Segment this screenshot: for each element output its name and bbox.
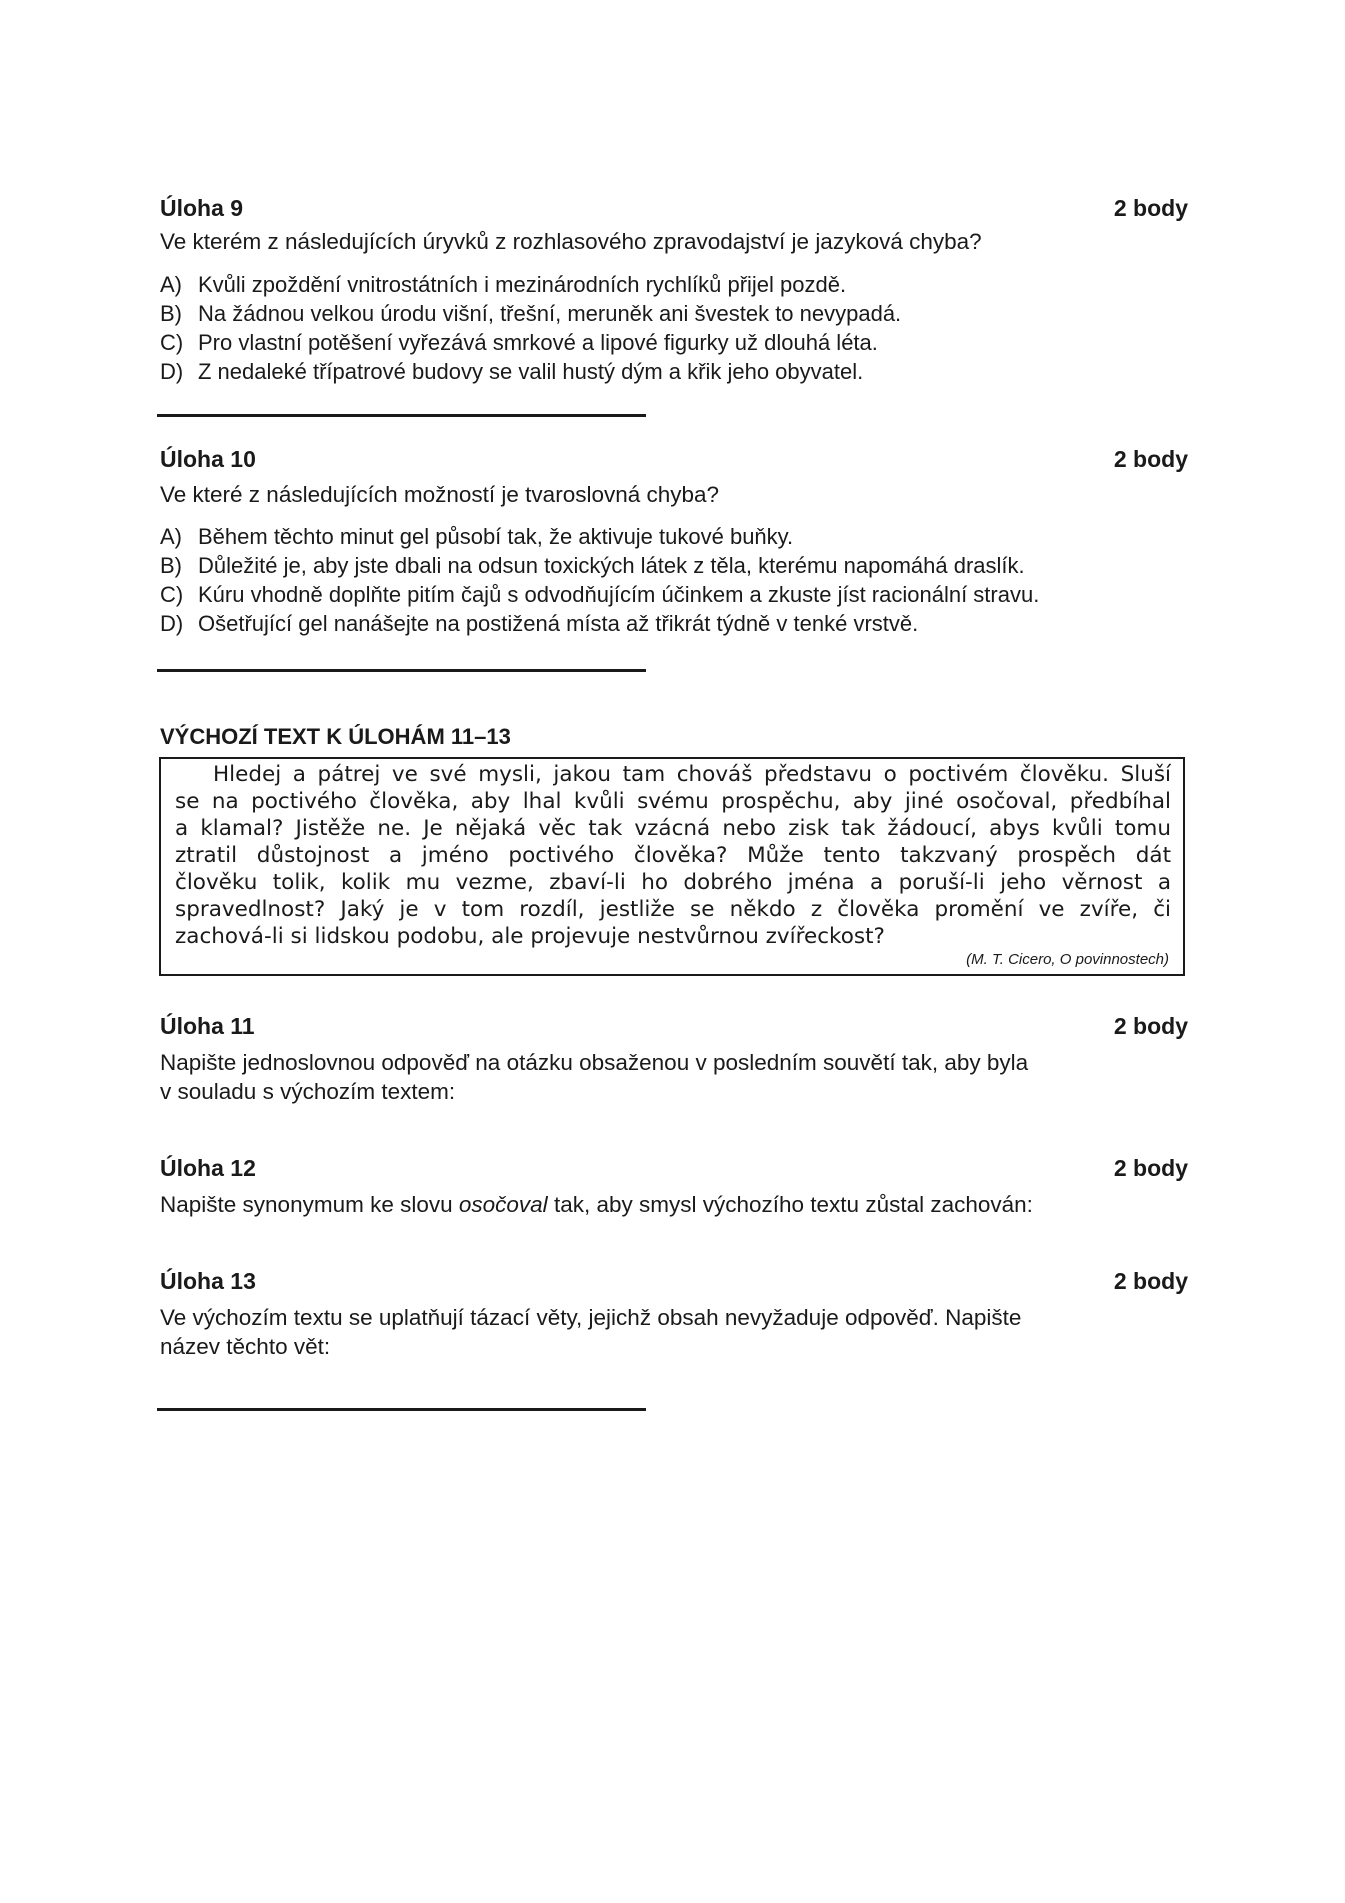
task-10-option-d xyxy=(160,611,918,637)
task-11-instruction-line: Napište jednoslovnou odpověď na otázku obsaženou v posledním souvětí tak, aby byla xyxy=(160,1050,1029,1075)
task-9-option-b xyxy=(160,301,901,327)
task-13-points: 2 body xyxy=(1113,1268,1188,1294)
task-9-option-c xyxy=(160,330,878,356)
task-13-header xyxy=(160,1268,1188,1298)
option-letter: C) xyxy=(160,582,184,607)
option-letter: A) xyxy=(160,272,182,297)
task-12-instruction xyxy=(160,1190,1033,1219)
option-text: Pro vlastní potěšení vyřezává smrkové a lipové figurky už dlouhá léta. xyxy=(198,330,878,355)
separator-rule xyxy=(157,414,646,417)
task-9-option-a xyxy=(160,272,846,298)
task-9-points: 2 body xyxy=(1113,195,1188,221)
option-text: Během těchto minut gel působí tak, že aktivuje tukové buňky. xyxy=(198,524,794,549)
task-12-title: Úloha 12 xyxy=(160,1155,256,1181)
task-11-points: 2 body xyxy=(1113,1013,1188,1039)
separator-rule xyxy=(157,669,646,672)
option-text: Kúru vhodně doplňte pitím čajů s odvodňujícím účinkem a zkuste jíst racionální stravu. xyxy=(198,582,1040,607)
option-text: Ošetřující gel nanášejte na postižená místa až třikrát týdně v tenké vrstvě. xyxy=(198,611,919,636)
task-10-question: Ve které z následujících možností je tvaroslovná chyba? xyxy=(160,482,720,507)
task-12-points: 2 body xyxy=(1113,1155,1188,1181)
option-text: Z nedaleké třípatrové budovy se valil hustý dým a křik jeho obyvatel. xyxy=(198,359,864,384)
option-letter: A) xyxy=(160,524,182,549)
task-11-header xyxy=(160,1013,1188,1043)
source-text-line: se na poctivého člověka, aby lhal kvůli svému prospěchu, aby jiné osočoval, předbíhal xyxy=(175,789,1171,814)
task-13-instruction-line: název těchto vět: xyxy=(160,1334,331,1359)
source-text-line: zachová-li si lidskou podobu, ale projevuje nestvůrnou zvířeckost? xyxy=(175,924,885,949)
task-12-text-before: Napište synonymum ke slovu xyxy=(160,1192,459,1217)
option-letter: C) xyxy=(160,330,184,355)
task-9-option-d xyxy=(160,359,863,385)
source-text-line: a klamal? Jistěže ne. Je nějaká věc tak vzácná nebo zisk tak žádoucí, abys kvůli tomu xyxy=(175,816,1171,841)
source-citation: (M. T. Cicero, O povinnostech) xyxy=(966,951,1169,968)
source-text-line: spravedlnost? Jaký je v tom rozdíl, jestliže se někdo z člověka promění ve zvíře, či xyxy=(175,897,1171,922)
option-letter: B) xyxy=(160,301,182,326)
task-10-points: 2 body xyxy=(1113,446,1188,472)
source-text-line: Hledej a pátrej ve své mysli, jakou tam chováš představu o poctivém člověku. Sluší xyxy=(213,762,1171,787)
source-text-line: člověku tolik, kolik mu vezme, zbaví-li ho dobrého jména a poruší-li jeho věrnost a xyxy=(175,870,1171,895)
option-letter: D) xyxy=(160,359,184,384)
option-text: Kvůli zpoždění vnitrostátních i mezinárodních rychlíků přijel pozdě. xyxy=(198,272,847,297)
task-11-instruction-line: v souladu s výchozím textem: xyxy=(160,1079,456,1104)
option-text: Na žádnou velkou úrodu višní, třešní, meruněk ani švestek to nevypadá. xyxy=(198,301,902,326)
option-letter: D) xyxy=(160,611,184,636)
source-text-heading: VÝCHOZÍ TEXT K ÚLOHÁM 11–13 xyxy=(160,724,511,749)
source-text-box xyxy=(159,757,1185,976)
task-12-header xyxy=(160,1155,1188,1185)
task-12-text-after: tak, aby smysl výchozího textu zůstal zachován: xyxy=(547,1192,1033,1217)
task-11-title: Úloha 11 xyxy=(160,1013,255,1039)
source-text-line: ztratil důstojnost a jméno poctivého člověka? Může tento takzvaný prospěch dát xyxy=(175,843,1171,868)
task-13-title: Úloha 13 xyxy=(160,1268,256,1294)
task-10-option-a xyxy=(160,524,793,550)
task-9-question: Ve kterém z následujících úryvků z rozhlasového zpravodajství je jazyková chyba? xyxy=(160,229,982,254)
task-12-target-word: osočoval xyxy=(458,1192,548,1217)
option-text: Důležité je, aby jste dbali na odsun toxických látek z těla, kterému napomáhá draslík. xyxy=(198,553,1025,578)
separator-rule xyxy=(157,1408,646,1411)
option-letter: B) xyxy=(160,553,182,578)
task-10-title: Úloha 10 xyxy=(160,446,256,472)
task-10-option-c xyxy=(160,582,1039,608)
task-9-header xyxy=(160,195,1188,225)
task-10-header xyxy=(160,446,1188,476)
task-9-title: Úloha 9 xyxy=(160,195,244,221)
task-10-option-b xyxy=(160,553,1025,579)
task-13-instruction-line: Ve výchozím textu se uplatňují tázací věty, jejichž obsah nevyžaduje odpověď. Napište xyxy=(160,1305,1022,1330)
